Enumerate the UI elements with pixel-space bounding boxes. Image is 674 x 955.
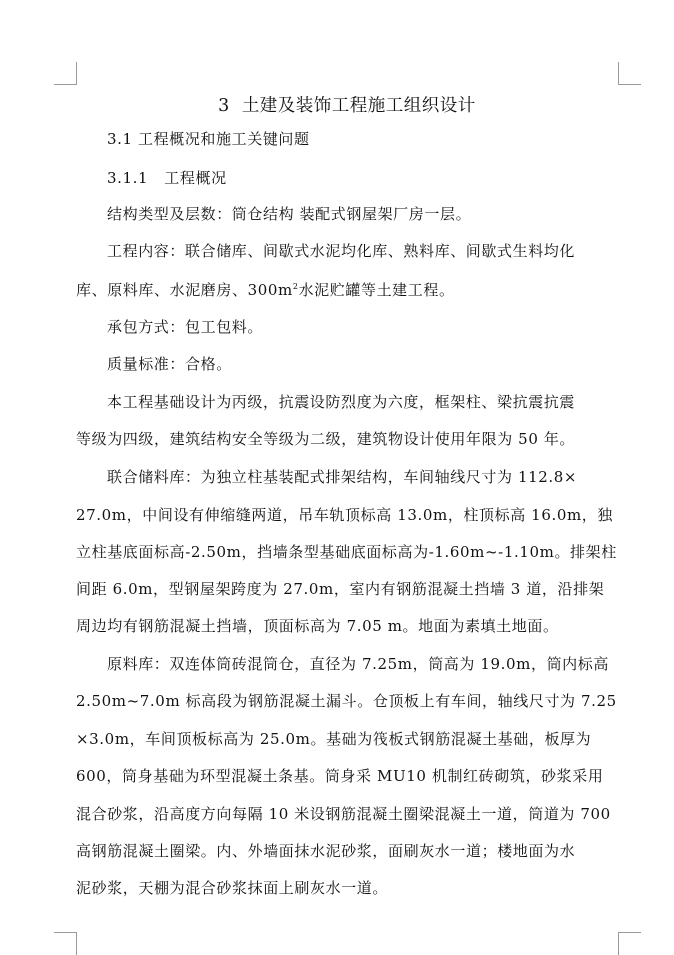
paragraph-storage-line-5: 周边均有钢筋混凝土挡墙，顶面标高为 7.05 m。地面为素填土地面。 (76, 617, 559, 635)
section-heading-3-1-1 (107, 168, 227, 188)
chapter-number: 3 (218, 96, 230, 116)
paragraph-raw-material-line-4: 600，筒身基础为环型混凝土条基。筒身采 MU10 机制红砖砌筑，砂浆采用 (76, 767, 604, 785)
paragraph-storage-line-2: 27.0m，中间设有伸缩缝两道，吊车轨顶标高 13.0m，柱顶标高 16.0m，独 (76, 506, 614, 524)
paragraph-raw-material-line-2: 2.50m~7.0m 标高段为钢筋混凝土漏斗。仓顶板上有车间，轴线尺寸为 7.25 (76, 692, 617, 710)
paragraph-raw-material-line-7: 泥砂浆，天棚为混合砂浆抹面上刷灰水一道。 (76, 879, 389, 897)
page-corner-mark-top-right (618, 62, 641, 85)
paragraph-raw-material-line-3: ×3.0m，车间顶板标高为 25.0m。基础为筏板式钢筋混凝土基础，板厚为 (76, 730, 592, 748)
section-heading-3-1: 3.1 工程概况和施工关键问题 (107, 130, 310, 148)
paragraph-structure-type: 结构类型及层数：筒仓结构 装配式钢屋架厂房一层。 (107, 205, 472, 223)
page-corner-mark-bottom-right (618, 932, 641, 955)
paragraph-contract-type: 承包方式：包工包料。 (107, 318, 264, 336)
chapter-title-text: 土建及装饰工程施工组织设计 (241, 96, 476, 116)
paragraph-scope-line-1: 工程内容：联合储库、间歇式水泥均化库、熟料库、间歇式生料均化 (107, 242, 576, 260)
chapter-title (76, 92, 618, 117)
paragraph-storage-line-4: 间距 6.0m，型钢屋架跨度为 27.0m，室内有钢筋混凝土挡墙 3 道，沿排架 (76, 580, 605, 598)
paragraph-storage-line-1: 联合储料库：为独立柱基装配式排架结构，车间轴线尺寸为 112.8× (107, 468, 578, 486)
paragraph-design-line-2: 等级为四级，建筑结构安全等级为二级，建筑物设计使用年限为 50 年。 (76, 430, 576, 448)
paragraph-scope-line-2: 库、原料库、水泥磨房、$300m^2$水泥贮罐等土建工程。 (76, 281, 455, 299)
section-title: 工程概况 (164, 169, 227, 187)
section-number: 3.1.1 (107, 169, 149, 187)
paragraph-storage-line-3: 立柱基底面标高-2.50m，挡墙条型基础底面标高为-1.60m~-1.10m。排架柱 (76, 543, 617, 561)
paragraph-raw-material-line-5: 混合砂浆，沿高度方向每隔 10 米设钢筋混凝土圈梁混凝土一道，筒道为 700 (76, 805, 611, 823)
superscript-squared: 2 (292, 282, 299, 291)
page-corner-mark-bottom-left (54, 932, 77, 955)
paragraph-design-line-1: 本工程基础设计为丙级，抗震设防烈度为六度，框架柱、梁抗震抗震 (107, 393, 576, 411)
paragraph-quality-standard: 质量标准：合格。 (107, 355, 232, 373)
page-corner-mark-top-left (54, 62, 77, 85)
paragraph-raw-material-line-6: 高钢筋混凝土圈梁。内、外墙面抹水泥砂浆，面刷灰水一道；楼地面为水 (76, 842, 576, 860)
paragraph-raw-material-line-1: 原料库：双连体筒砖混筒仓，直径为 7.25m，筒高为 19.0m，筒内标高 (107, 655, 609, 673)
